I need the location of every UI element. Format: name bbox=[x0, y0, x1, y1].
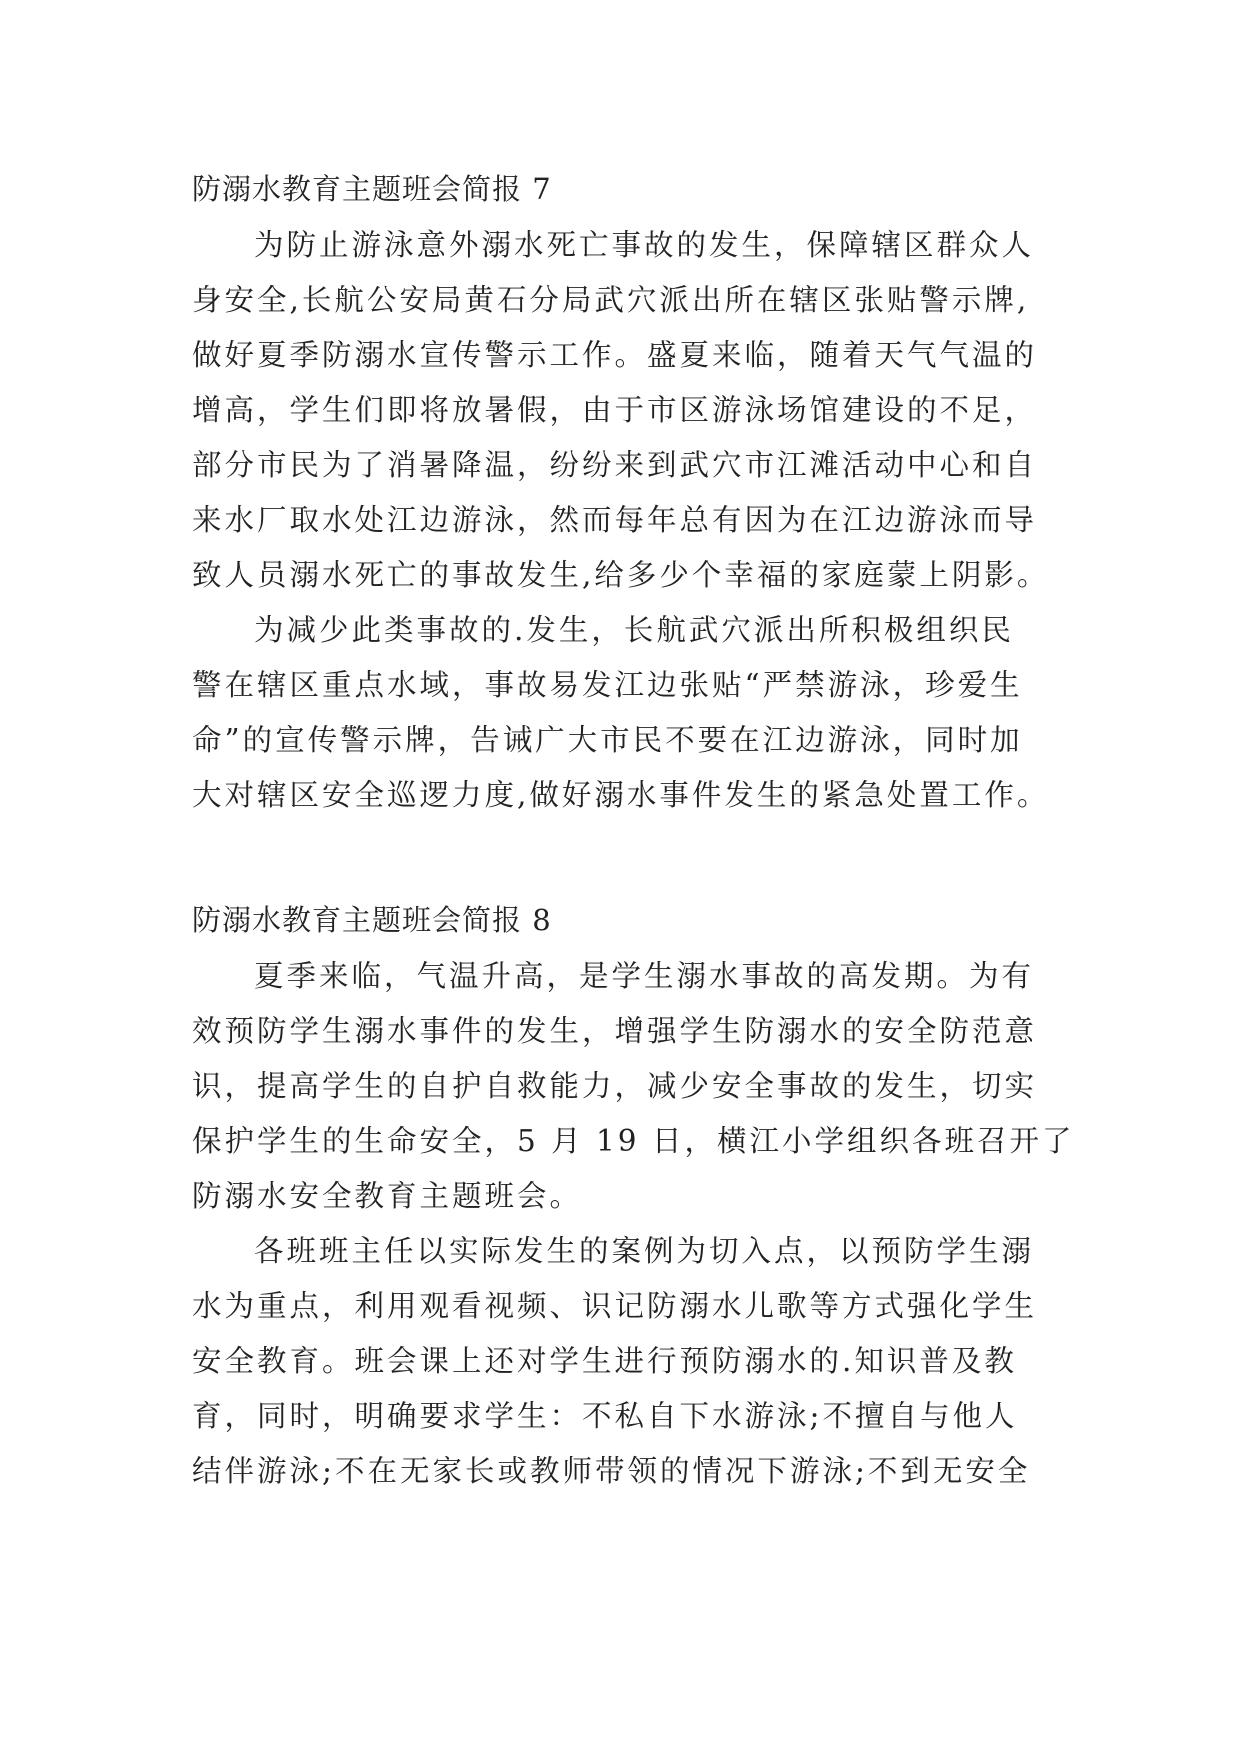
paragraph-line: 为减少此类事故的.发生，长航武穴派出所积极组织民 bbox=[254, 613, 1014, 647]
paragraph-line: 各班班主任以实际发生的案例为切入点，以预防学生溺 bbox=[254, 1234, 1035, 1268]
section-8-paragraph-2 bbox=[192, 1224, 1052, 1499]
paragraph-line: 做好夏季防溺水宣传警示工作。盛夏来临，随着天气气温的 bbox=[192, 338, 1038, 372]
section-8-paragraph-1 bbox=[192, 949, 1075, 1224]
section-7-paragraph-1 bbox=[192, 218, 1052, 603]
document-page bbox=[192, 150, 1075, 1499]
paragraph-line: 保护学生的生命安全，5 月 19 日，横江小学组织各班召开了 bbox=[192, 1124, 1075, 1158]
paragraph-line: 防溺水安全教育主题班会。 bbox=[192, 1179, 583, 1213]
paragraph-line: 命”的宣传警示牌，告诫广大市民不要在江边游泳，同时加 bbox=[192, 723, 1023, 757]
paragraph-line: 水为重点，利用观看视频、识记防溺水儿歌等方式强化学生 bbox=[192, 1289, 1038, 1323]
paragraph-line: 增高，学生们即将放暑假，由于市区游泳场馆建设的不足， bbox=[192, 393, 1038, 427]
section-7-body bbox=[192, 218, 1052, 823]
section-7-heading: 防溺水教育主题班会简报 7 bbox=[192, 172, 552, 206]
paragraph-line: 育，同时，明确要求学生：不私自下水游泳;不擅自与他人 bbox=[192, 1399, 1018, 1433]
paragraph-line: 结伴游泳;不在无家长或教师带领的情况下游泳;不到无安全 bbox=[192, 1454, 1031, 1488]
section-7-paragraph-2 bbox=[192, 603, 1052, 823]
paragraph-line: 身安全,长航公安局黄石分局武穴派出所在辖区张贴警示牌, bbox=[192, 283, 1030, 317]
paragraph-line: 部分市民为了消暑降温，纷纷来到武穴市江滩活动中心和自 bbox=[192, 448, 1038, 482]
paragraph-line: 致人员溺水死亡的事故发生,给多少个幸福的家庭蒙上阴影。 bbox=[192, 558, 1050, 592]
paragraph-line: 安全教育。班会课上还对学生进行预防溺水的.知识普及教 bbox=[192, 1344, 1017, 1378]
paragraph-line: 效预防学生溺水事件的发生，增强学生防溺水的安全防范意 bbox=[192, 1014, 1038, 1048]
section-8-body bbox=[192, 949, 1075, 1499]
paragraph-line: 来水厂取水处江边游泳，然而每年总有因为在江边游泳而导 bbox=[192, 503, 1038, 537]
paragraph-line: 大对辖区安全巡逻力度,做好溺水事件发生的紧急处置工作。 bbox=[192, 778, 1050, 812]
paragraph-line: 为防止游泳意外溺水死亡事故的发生，保障辖区群众人 bbox=[254, 228, 1035, 262]
paragraph-line: 夏季来临，气温升高，是学生溺水事故的高发期。为有 bbox=[254, 959, 1035, 993]
section-8-heading: 防溺水教育主题班会简报 8 bbox=[192, 903, 552, 937]
paragraph-line: 识，提高学生的自护自救能力，减少安全事故的发生，切实 bbox=[192, 1069, 1038, 1103]
paragraph-line: 警在辖区重点水域，事故易发江边张贴“严禁游泳，珍爱生 bbox=[192, 668, 1023, 702]
